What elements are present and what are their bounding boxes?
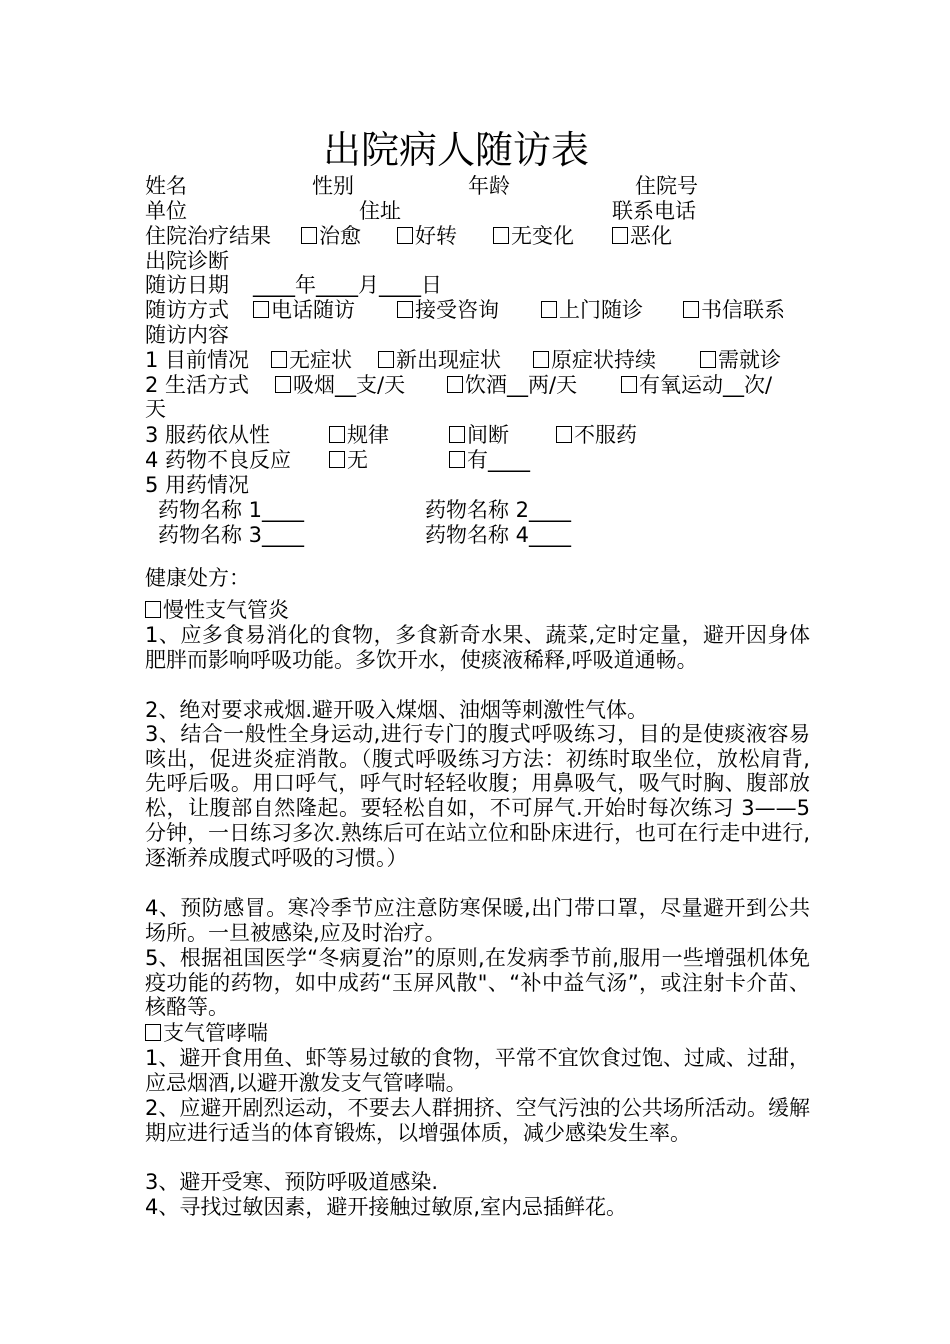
checkbox[interactable] [556, 426, 572, 443]
checkbox[interactable] [271, 351, 287, 368]
adherence-intermittent[interactable]: 间断 [449, 423, 509, 448]
checkbox[interactable] [449, 426, 465, 443]
drug-name-1[interactable]: 药物名称 1____ [158, 498, 305, 522]
name-label: 姓名 [145, 174, 187, 198]
option-worsened[interactable]: 恶化 [612, 224, 672, 249]
option-unchanged[interactable]: 无变化 [493, 224, 574, 249]
adherence-label: 3 服药依从性 [145, 423, 271, 447]
lifestyle-smoking[interactable]: 吸烟__支/天 [275, 373, 405, 398]
advice-item: 2、应避开剧烈运动，不要去人群拥挤、空气污浊的公共场所活动。缓解期应进行适当的体育锻炼，以增强体质，减少感染发生率。 [145, 1096, 810, 1145]
status-no-symptom[interactable]: 无症状 [271, 348, 352, 373]
section-heading-chronic-bronchitis: 慢性支气管炎 [145, 598, 289, 623]
phone-label: 联系电话 [612, 199, 696, 223]
status-new-symptom[interactable]: 新出现症状 [378, 348, 501, 373]
adherence-regular[interactable]: 规律 [329, 423, 389, 448]
drug-name-4[interactable]: 药物名称 4____ [425, 523, 572, 547]
advice-item: 1、避开食用鱼、虾等易过敏的食物，平常不宜饮食过饱、过咸、过甜，应忌烟酒,以避开激发支气管哮喘。 [145, 1046, 810, 1095]
advice-item: 3、结合一般性全身运动,进行专门的腹式呼吸练习，目的是使痰液容易咳出，促进炎症消散。（腹式呼吸练习方法：初练时取坐位，放松肩背,先呼后吸。用口呼气，呼气时轻轻收腹；用鼻吸气，吸气时胸、腹部放松，让腹部自然隆起。要轻松自如，不可屏气.开始时每次练习 3——5 分钟，一日练习多次.熟练后可在站立位和卧床进行，也可在行走中进行,逐渐养成腹式呼吸的习惯。） [145, 722, 810, 870]
option-cured[interactable]: 治愈 [301, 224, 361, 249]
form-title: 出院病人随访表 [322, 128, 589, 172]
adverse-yes[interactable]: 有____ [449, 448, 530, 473]
checkbox[interactable] [145, 1024, 161, 1041]
checkbox[interactable] [329, 451, 345, 468]
followup-date-label: 随访日期 [145, 273, 229, 297]
method-phone[interactable]: 电话随访 [253, 298, 355, 323]
prescription-title: 健康处方： [145, 566, 250, 590]
checkbox[interactable] [449, 451, 465, 468]
checkbox[interactable] [329, 426, 345, 443]
method-home-visit[interactable]: 上门随诊 [541, 298, 643, 323]
followup-content-label: 随访内容 [145, 323, 229, 347]
adherence-none[interactable]: 不服药 [556, 423, 637, 448]
checkbox[interactable] [397, 301, 413, 318]
discharge-diagnosis-label: 出院诊断 [145, 249, 229, 273]
unit-label: 单位 [145, 199, 187, 223]
checkbox[interactable] [397, 227, 413, 244]
advice-item: 3、避开受寒、预防呼吸道感染. [145, 1170, 439, 1194]
checkbox[interactable] [378, 351, 394, 368]
drug-name-2[interactable]: 药物名称 2____ [425, 498, 572, 522]
method-letter[interactable]: 书信联系 [683, 298, 785, 323]
status-persisting[interactable]: 原症状持续 [533, 348, 656, 373]
checkbox[interactable] [621, 376, 637, 393]
section-heading-asthma: 支气管哮喘 [145, 1021, 268, 1046]
checkbox[interactable] [541, 301, 557, 318]
medication-label: 5 用药情况 [145, 473, 250, 497]
advice-item: 1、应多食易消化的食物，多食新奇水果、蔬菜,定时定量，避开因身体肥胖而影响呼吸功能。多饮开水，使痰液稀释,呼吸道通畅。 [145, 623, 810, 672]
lifestyle-drinking[interactable]: 饮酒__两/天 [447, 373, 577, 398]
status-need-visit[interactable]: 需就诊 [700, 348, 781, 373]
treatment-result-label: 住院治疗结果 [145, 224, 271, 248]
lifestyle-wrap: 天 [145, 397, 166, 421]
advice-item: 4、预防感冒。寒冷季节应注意防寒保暖,出门带口罩，尽量避开到公共场所。一旦被感染,应及时治疗。 [145, 896, 810, 945]
lifestyle-exercise[interactable]: 有氧运动__次/ [621, 373, 772, 398]
hospital-no-label: 住院号 [635, 174, 698, 198]
current-status-label: 1 目前情况 [145, 348, 250, 372]
gender-label: 性别 [312, 174, 354, 198]
age-label: 年龄 [468, 174, 510, 198]
checkbox[interactable] [301, 227, 317, 244]
checkbox[interactable] [145, 601, 161, 618]
advice-item: 5、根据祖国医学“冬病夏治”的原则,在发病季节前,服用一些增强机体免疫功能的药物，如中成药“玉屏风散"、“补中益气汤”，或注射卡介苗、核酪等。 [145, 946, 810, 1020]
followup-date-blanks[interactable]: ____年____月____日 [253, 273, 442, 297]
checkbox[interactable] [447, 376, 463, 393]
checkbox[interactable] [683, 301, 699, 318]
advice-item: 2、绝对要求戒烟.避开吸入煤烟、油烟等刺激性气体。 [145, 698, 649, 722]
followup-method-label: 随访方式 [145, 298, 229, 322]
checkbox[interactable] [700, 351, 716, 368]
drug-name-3[interactable]: 药物名称 3____ [158, 523, 305, 547]
checkbox[interactable] [493, 227, 509, 244]
method-consult[interactable]: 接受咨询 [397, 298, 499, 323]
checkbox[interactable] [533, 351, 549, 368]
adverse-label: 4 药物不良反应 [145, 448, 292, 472]
option-improved[interactable]: 好转 [397, 224, 457, 249]
checkbox[interactable] [275, 376, 291, 393]
checkbox[interactable] [253, 301, 269, 318]
lifestyle-label: 2 生活方式 [145, 373, 250, 397]
checkbox[interactable] [612, 227, 628, 244]
adverse-none[interactable]: 无 [329, 448, 368, 473]
advice-item: 4、寻找过敏因素，避开接触过敏原,室内忌插鲜花。 [145, 1195, 628, 1219]
address-label: 住址 [359, 199, 401, 223]
